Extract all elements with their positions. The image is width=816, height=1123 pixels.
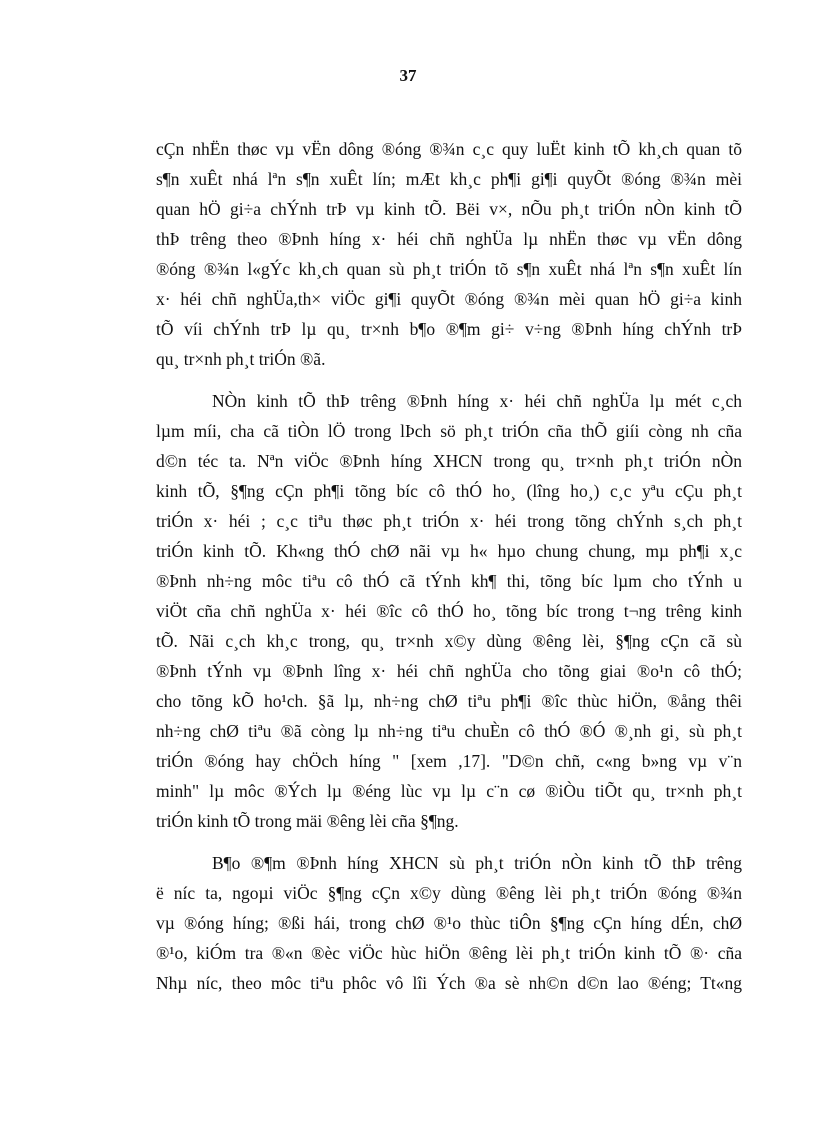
text-line: cho tõng kÕ ho¹ch. §ã lµ, nh÷ng chØ tiªu ph¶i ®îc thùc hiÖn, ®ång thêi	[156, 691, 742, 711]
text-line: thÞ trêng theo ®Þnh híng x· héi chñ nghÜa lµ nhËn thøc vµ vËn dông	[156, 229, 742, 249]
paragraph-1	[156, 134, 742, 374]
text-line: triÓn x· héi ; c¸c tiªu thøc ph¸t triÓn x· héi trong tõng chÝnh s¸ch ph¸t	[156, 511, 742, 531]
text-line: NÒn kinh tÕ thÞ trêng ®Þnh híng x· héi chñ nghÜa lµ mét c¸ch	[212, 391, 742, 411]
text-line: triÓn ®óng hay chÖch híng " [xem ,17]. "D©n chñ, c«ng b»ng vµ v¨n	[156, 751, 742, 771]
text-line: lµm míi, cha cã tiÒn lÖ trong lÞch sö ph¸t triÓn cña thÕ giíi còng nh cña	[156, 421, 742, 441]
text-line: vµ ®óng híng; ®ßi hái, trong chØ ®¹o thùc tiÔn §¶ng cÇn híng dÉn, chØ	[156, 913, 742, 933]
text-line: B¶o ®¶m ®Þnh híng XHCN sù ph¸t triÓn nÒn kinh tÕ thÞ trêng	[212, 853, 742, 873]
text-line: qu¸ tr×nh ph¸t triÓn ®ã.	[156, 349, 326, 369]
text-line: ë níc ta, ngoµi viÖc §¶ng cÇn x©y dùng ®êng lèi ph¸t triÓn ®óng ®¾n	[156, 883, 742, 903]
text-line: minh" lµ môc ®Ých lµ ®éng lùc vµ lµ c¨n cø ®iÒu tiÕt qu¸ tr×nh ph¸t	[156, 781, 742, 801]
paragraph-2	[156, 386, 742, 836]
text-line: cÇn nhËn thøc vµ vËn dông ®óng ®¾n c¸c quy luËt kinh tÕ kh¸ch quan tõ	[156, 139, 742, 159]
text-line: d©n téc ta. Nªn viÖc ®Þnh híng XHCN trong qu¸ tr×nh ph¸t triÓn nÒn	[156, 451, 742, 471]
text-line: s¶n xuÊt nhá lªn s¶n xuÊt lín; mÆt kh¸c ph¶i gi¶i quyÕt ®óng ®¾n mèi	[156, 169, 742, 189]
text-line: triÓn kinh tÕ trong mäi ®êng lèi cña §¶ng.	[156, 811, 459, 831]
text-line: viÖt cña chñ nghÜa x· héi ®îc cô thÓ ho¸ tõng bíc trong t¬ng trêng kinh	[156, 601, 742, 621]
body-text	[156, 134, 742, 998]
text-line: ®Þnh nh÷ng môc tiªu cô thÓ cã tÝnh kh¶ thi, tõng bíc lµm cho tÝnh u	[156, 571, 742, 591]
text-line: ®Þnh tÝnh vµ ®Þnh lîng x· héi chñ nghÜa cho tõng giai ®o¹n cô thÓ;	[156, 661, 742, 681]
text-line: ®¹o, kiÓm tra ®«n ®èc viÖc hùc hiÖn ®êng lèi ph¸t triÓn kinh tÕ ®· cña	[156, 943, 742, 963]
text-line: tÕ. Nãi c¸ch kh¸c trong, qu¸ tr×nh x©y dùng ®êng lèi, §¶ng cÇn cã sù	[156, 631, 742, 651]
page-number: 37	[399, 66, 417, 85]
text-line: quan hÖ gi÷a chÝnh trÞ vµ kinh tÕ. Bëi v×, nÕu ph¸t triÓn nÒn kinh tÕ	[156, 199, 742, 219]
paragraph-3	[156, 848, 742, 998]
text-line: triÓn kinh tÕ. Kh«ng thÓ chØ nãi vµ h« hµo chung chung, mµ ph¶i x¸c	[156, 541, 742, 561]
text-line: Nhµ níc, theo môc tiªu phôc vô lîi Ých ®a sè nh©n d©n lao ®éng; Tt«ng	[156, 973, 742, 993]
text-line: ®óng ®¾n l«gÝc kh¸ch quan sù ph¸t triÓn tõ s¶n xuÊt nhá lªn s¶n xuÊt lín	[156, 259, 742, 279]
text-line: nh÷ng chØ tiªu ®ã còng lµ nh÷ng tiªu chuÈn cô thÓ ®Ó ®¸nh gi¸ sù ph¸t	[156, 721, 742, 741]
text-line: kinh tÕ, §¶ng cÇn ph¶i tõng bíc cô thÓ ho¸ (lîng ho¸) c¸c yªu cÇu ph¸t	[156, 481, 742, 501]
text-line: tÕ víi chÝnh trÞ lµ qu¸ tr×nh b¶o ®¶m gi÷ v÷ng ®Þnh híng chÝnh trÞ	[156, 319, 742, 339]
text-line: x· héi chñ nghÜa,th× viÖc gi¶i quyÕt ®óng ®¾n mèi quan hÖ gi÷a kinh	[156, 289, 742, 309]
